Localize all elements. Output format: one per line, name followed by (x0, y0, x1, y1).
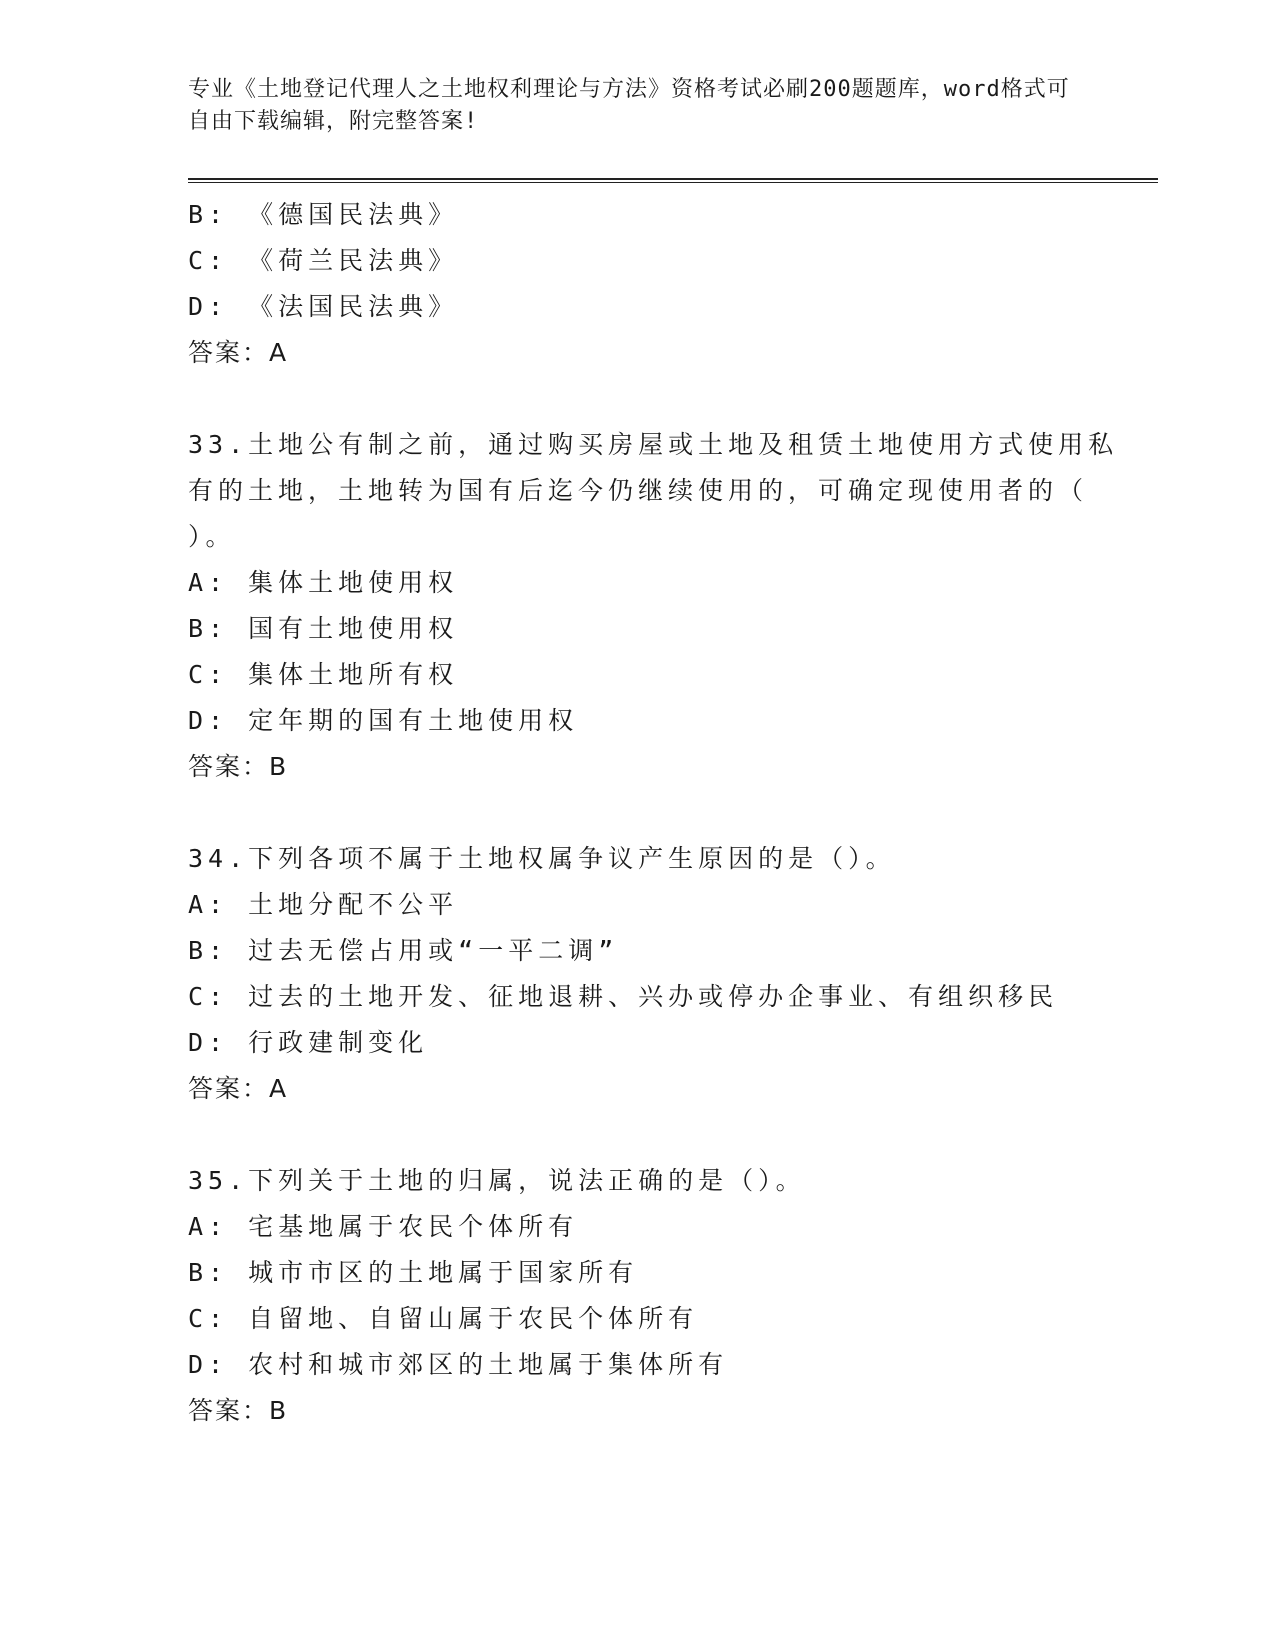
option-d: D: 《法国民法典》 (188, 292, 459, 321)
question-33 (188, 422, 1119, 790)
option-b: B: 《德国民法典》 (188, 200, 459, 229)
option-d: D: 行政建制变化 (188, 1028, 429, 1057)
option-d: D: 农村和城市郊区的土地属于集体所有 (188, 1350, 729, 1379)
question-text: 34.下列各项不属于土地权属争议产生原因的是（）。 (188, 844, 896, 873)
question-text: 35.下列关于土地的归属，说法正确的是（）。 (188, 1166, 806, 1195)
question-text: 33.土地公有制之前，通过购买房屋或土地及租赁土地使用方式使用私 (188, 430, 1119, 459)
option-c: C: 集体土地所有权 (188, 660, 459, 689)
option-a: A: 土地分配不公平 (188, 890, 459, 919)
option-b: B: 国有土地使用权 (188, 614, 459, 643)
option-d: D: 定年期的国有土地使用权 (188, 706, 579, 735)
option-a: A: 宅基地属于农民个体所有 (188, 1212, 579, 1241)
question-text: 有的土地，土地转为国有后迄今仍继续使用的，可确定现使用者的（ (188, 476, 1089, 505)
answer: 答案：B (188, 1396, 289, 1425)
option-b: B: 城市市区的土地属于国家所有 (188, 1258, 639, 1287)
document-header: 专业《土地登记代理人之土地权利理论与方法》资格考试必刷200题题库，word格式可自由下载编辑，附完整答案! (188, 77, 1070, 134)
question-34 (188, 836, 1088, 1112)
option-c: C: 自留地、自留山属于农民个体所有 (188, 1304, 699, 1333)
question-text: ）。 (188, 522, 236, 551)
answer: 答案：A (188, 1074, 289, 1103)
question-35 (188, 1158, 1088, 1434)
option-a: A: 集体土地使用权 (188, 568, 459, 597)
option-c: C: 过去的土地开发、征地退耕、兴办或停办企事业、有组织移民 (188, 982, 1059, 1011)
header-divider (188, 178, 1158, 183)
option-c: C: 《荷兰民法典》 (188, 246, 459, 275)
answer: 答案：A (188, 338, 289, 367)
answer: 答案：B (188, 752, 289, 781)
document-page (188, 0, 1158, 1650)
option-b: B: 过去无偿占用或“一平二调” (188, 936, 619, 965)
document-content (188, 192, 1119, 1434)
